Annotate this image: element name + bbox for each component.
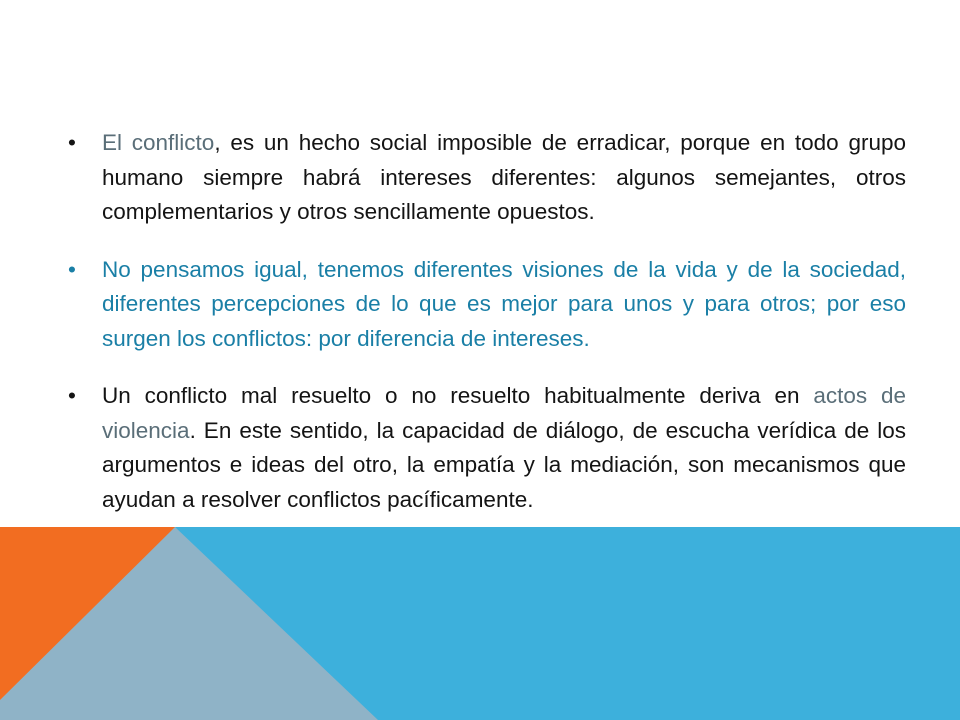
bullet-text-highlight: actos de violencia	[102, 383, 906, 443]
bullet-item	[68, 126, 906, 230]
bullet-marker: •	[68, 256, 76, 282]
bullet-text-highlight: El conflicto	[102, 130, 215, 155]
bullet-marker: •	[68, 383, 76, 408]
bullet-marker: •	[68, 130, 76, 155]
bullet-list	[68, 126, 906, 540]
bullet-text: , es un hecho social imposible de erradicar, porque en todo grupo humano siempre habrá intereses diferentes: algunos semejantes, otros complementarios y otros sencillamente opuestos.	[102, 130, 906, 224]
bullet-text: Un conflicto mal resuelto o no resuelto habitualmente deriva en	[102, 383, 814, 408]
bullet-item	[68, 379, 906, 517]
bullet-item	[68, 253, 906, 357]
bullet-text: No pensamos igual, tenemos diferentes visiones de la vida y de la sociedad, diferentes percepciones de lo que es mejor para unos y para otros; por eso surgen los conflictos: por diferencia de intereses.	[102, 256, 906, 351]
bullet-text: . En este sentido, la capacidad de diálogo, de escucha verídica de los argumentos e ideas del otro, la empatía y la mediación, son mecanismos que ayudan a resolver conflictos pacíficamente.	[102, 417, 906, 512]
